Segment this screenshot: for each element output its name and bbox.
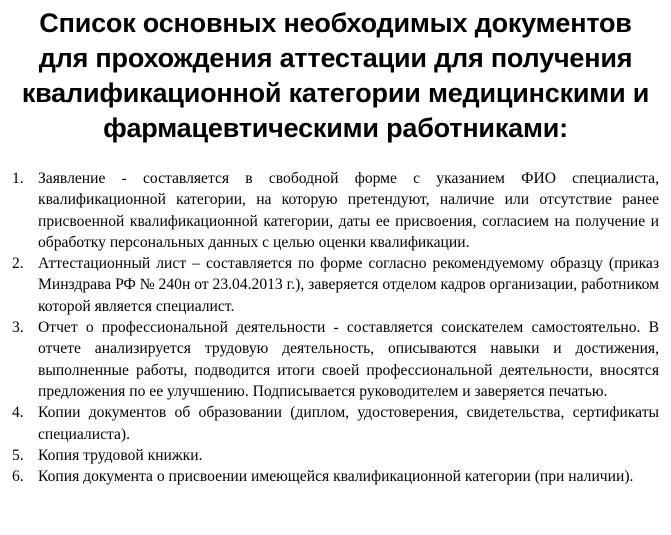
document-title: Список основных необходимых документов для прохождения аттестации для получения квалификационной категории медицинскими и фармацевтическими работниками: [21,8,650,143]
list-item-text: Отчет о профессиональной деятельности - составляется соискателем самостоятельно. В отчете анализируется трудовую деятельность, описываются навыки и достижения, выполненные работы, подводится итоги своей профессиональной деятельности, вносятся предложения по ее улучшению. Подписывается руководителем и заверяется печатью. [38,319,659,400]
list-item-number: 1. [12,170,24,187]
list-item-text: Копия документа о присвоении имеющейся квалификационной категории (при наличии). [38,468,634,486]
list-item-number: 5. [12,446,24,464]
list-item-text: Копии документов об образовании (диплом, удостоверения, свидетельства, сертификаты специалиста). [38,404,659,443]
list-item-number: 2. [12,255,24,273]
list-item-number: 6. [12,468,24,486]
list-item [10,317,661,402]
list-item-text: Аттестационный лист – составляется по форме согласно рекомендуемому образцу (приказ Минздрава РФ № 240н от 23.04.2013 г.), заверяется отделом кадров организации, работником которой является специалист. [38,255,659,315]
list-item-number: 3. [12,319,24,337]
list-item-text: Заявление - составляется в свободной форме с указанием ФИО специалиста, квалификационной категории, на которую претендуют, наличие или отсутствие ранее присвоенной квалификационной категории, даты ее присвоения, согласием на получение и обработку персональных данных с целью оценки квалификации. [38,170,659,251]
document-list [10,168,661,487]
list-item [10,466,661,487]
list-item [10,253,661,317]
list-item [10,445,661,466]
list-item-text: Копия трудовой книжки. [38,446,203,464]
list-item-number: 4. [12,404,24,422]
list-item [10,402,661,445]
list-item [10,168,661,253]
